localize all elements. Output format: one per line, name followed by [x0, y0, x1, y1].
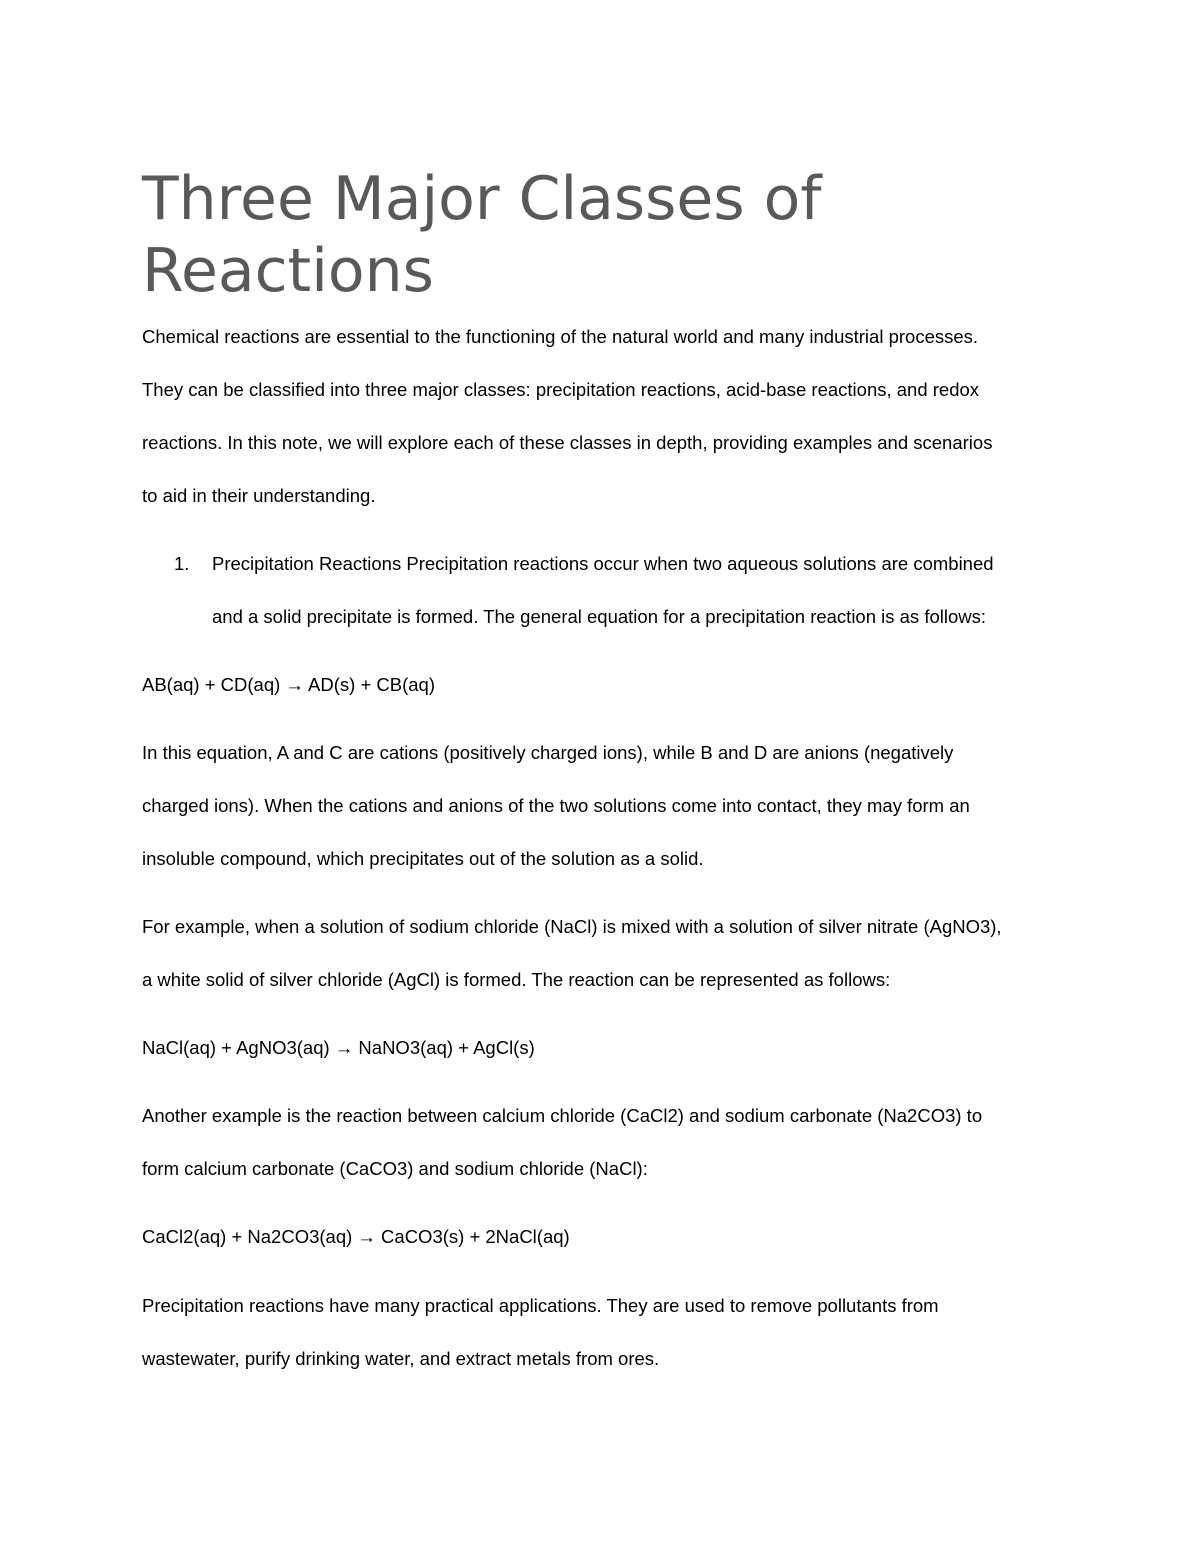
list-item-marker: 1.: [174, 553, 190, 574]
intro-line-1: Chemical reactions are essential to the functioning of the natural world and many industrial processes.: [142, 326, 979, 347]
intro-line-3: reactions. In this note, we will explore each of these classes in depth, providing examples and scenarios: [142, 432, 993, 453]
explanation-line-2: charged ions). When the cations and anions of the two solutions come into contact, they may form an: [142, 795, 970, 816]
explanation-line-3: insoluble compound, which precipitates out of the solution as a solid.: [142, 848, 704, 869]
title-line-1: Three Major Classes of: [142, 164, 822, 234]
title-line-2: Reactions: [142, 236, 434, 306]
applications-line-1: Precipitation reactions have many practical applications. They are used to remove pollutants from: [142, 1295, 939, 1316]
equation-example2: CaCl2(aq) + Na2CO3(aq) → CaCO3(s) + 2NaCl(aq): [142, 1226, 570, 1247]
example1-line-1: For example, when a solution of sodium chloride (NaCl) is mixed with a solution of silver nitrate (AgNO3),: [142, 916, 1002, 937]
explanation-line-1: In this equation, A and C are cations (positively charged ions), while B and D are anions (negatively: [142, 742, 954, 763]
intro-line-2: They can be classified into three major classes: precipitation reactions, acid-base reactions, and redox: [142, 379, 980, 400]
equation-example1: NaCl(aq) + AgNO3(aq) → NaNO3(aq) + AgCl(s): [142, 1037, 535, 1058]
equation-general: AB(aq) + CD(aq) → AD(s) + CB(aq): [142, 674, 435, 695]
example2-line-1: Another example is the reaction between calcium chloride (CaCl2) and sodium carbonate (Na2CO3) to: [142, 1105, 983, 1126]
list-item-line-1: Precipitation Reactions Precipitation reactions occur when two aqueous solutions are combined: [212, 553, 994, 574]
list-item-line-2: and a solid precipitate is formed. The general equation for a precipitation reaction is as follows:: [212, 606, 987, 627]
intro-line-4: to aid in their understanding.: [142, 485, 376, 506]
example1-line-2: a white solid of silver chloride (AgCl) is formed. The reaction can be represented as follows:: [142, 969, 891, 990]
example2-line-2: form calcium carbonate (CaCO3) and sodium chloride (NaCl):: [142, 1158, 648, 1179]
document-title: [142, 163, 1082, 307]
applications-line-2: wastewater, purify drinking water, and extract metals from ores.: [142, 1348, 660, 1369]
